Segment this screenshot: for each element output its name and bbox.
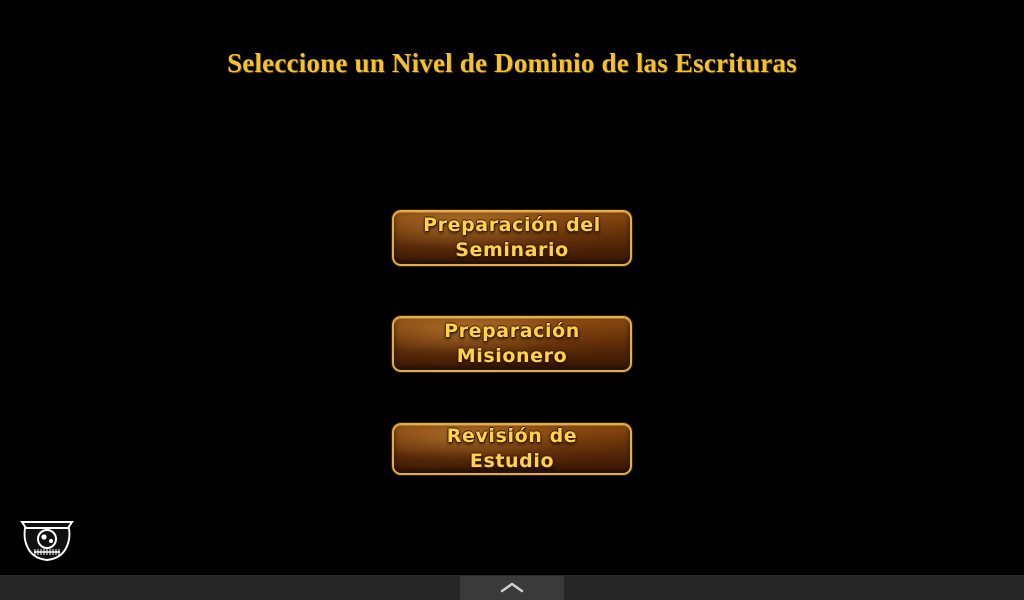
study-review-button[interactable]	[392, 423, 632, 475]
missionary-preparation-label: Preparación Misionero	[444, 320, 580, 367]
seminary-preparation-label: Preparación del Seminario	[423, 214, 601, 261]
pot-icon[interactable]	[18, 508, 76, 564]
bottom-bar	[0, 575, 1024, 600]
seminary-preparation-button[interactable]	[392, 210, 632, 266]
missionary-preparation-button[interactable]	[392, 316, 632, 372]
chevron-up-icon	[499, 581, 525, 595]
bottom-bar-right-segment	[564, 576, 1024, 600]
study-review-label: Revisión de Estudio	[446, 425, 578, 472]
bottom-bar-expand-button[interactable]	[460, 576, 564, 600]
bottom-bar-left-segment	[0, 576, 460, 600]
page-title: Seleccione un Nivel de Dominio de las Escrituras	[227, 48, 797, 78]
